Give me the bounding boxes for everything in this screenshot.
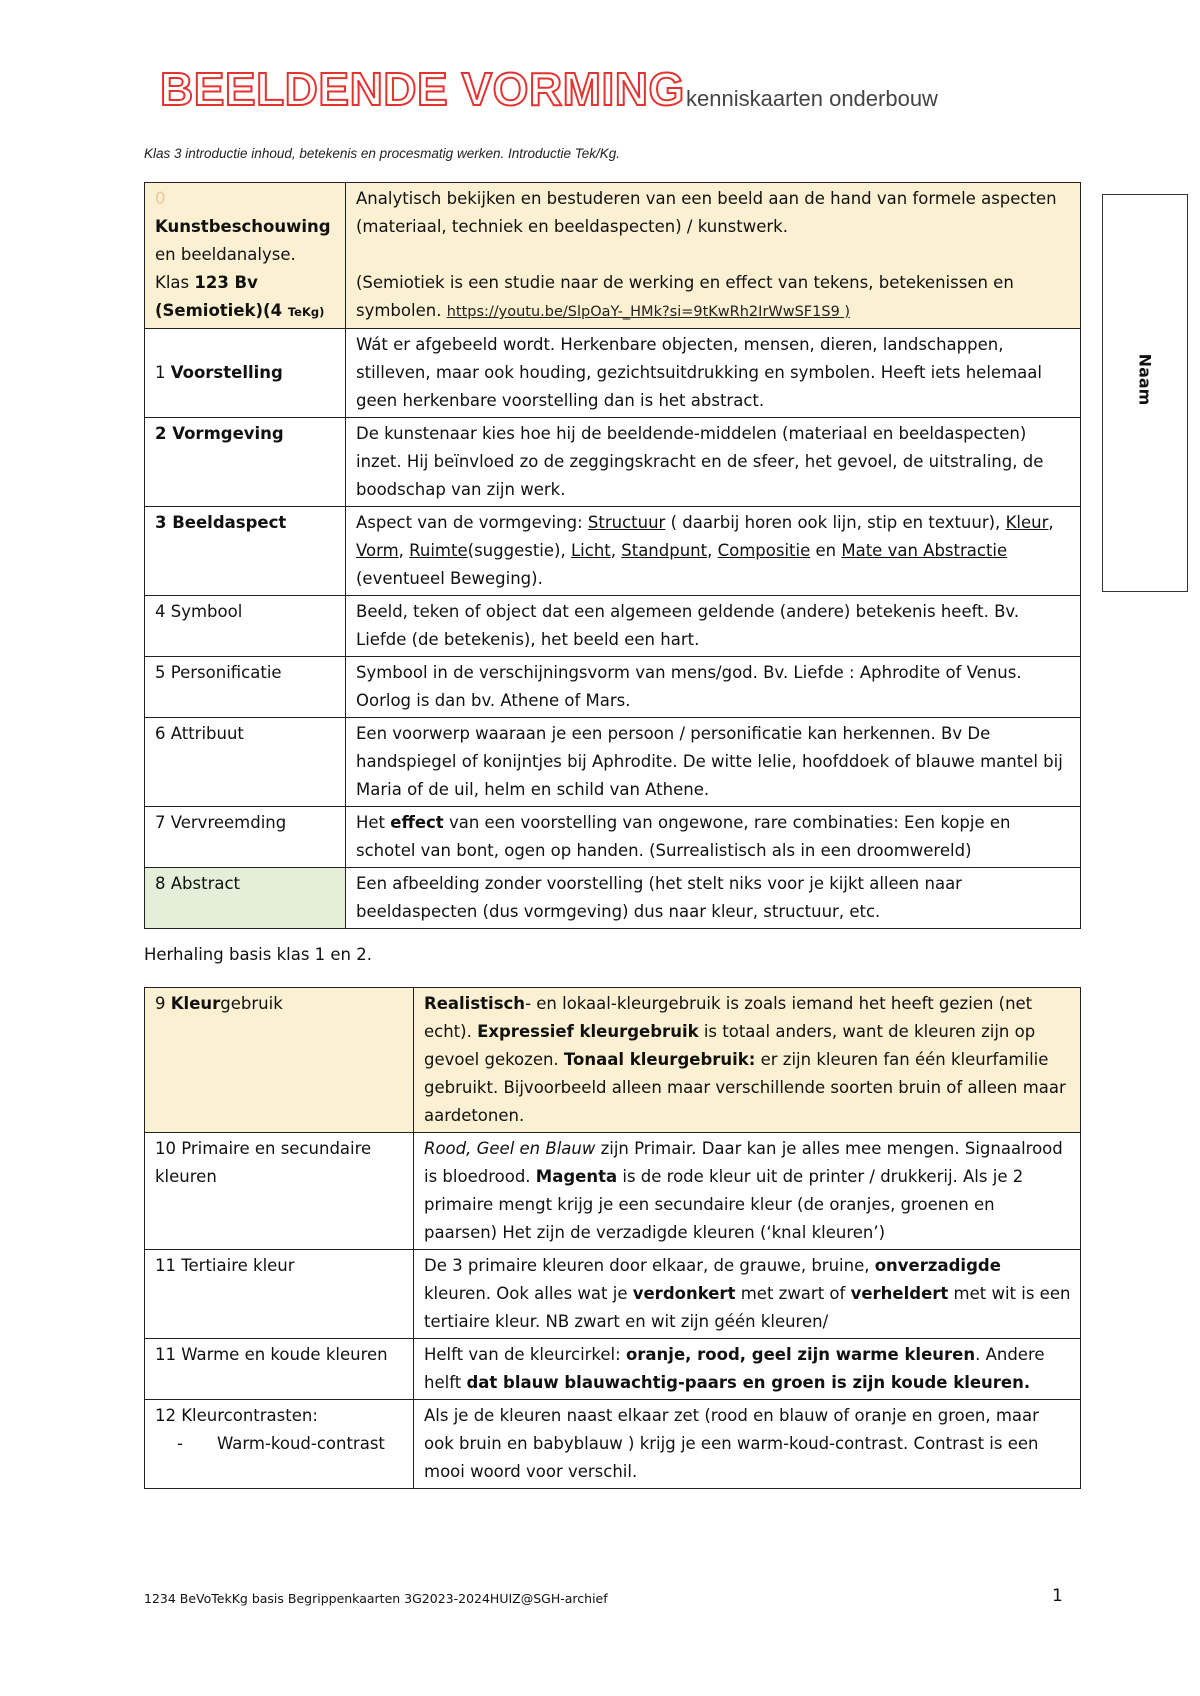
separator: , xyxy=(1048,513,1054,532)
term-cell: 7 Vervreemding xyxy=(145,807,346,868)
term-title: 3 Beeldaspect xyxy=(155,513,287,532)
description-text: Wát xyxy=(356,335,388,354)
description-text: . Andere helft xyxy=(424,1345,1045,1392)
term-cell: 10 Primaire en secundaire kleuren xyxy=(145,1133,414,1250)
table-row xyxy=(145,868,1081,929)
name-label: Naam xyxy=(1135,353,1155,406)
term-link-standpunt: Standpunt xyxy=(621,541,708,560)
description-text: Helft van de kleurcirkel: xyxy=(424,1345,626,1364)
description-text: - en lokaal-kleurgebruik is zoals iemand het heeft gezien (net echt). xyxy=(424,994,1033,1041)
table-row xyxy=(145,807,1081,868)
description-text: Analytisch bekijken en bestuderen van een beeld aan de hand van formele aspecten (materiaal, techniek en beeldaspecten) / kunstwerk. xyxy=(356,189,1057,236)
section-heading: Herhaling basis klas 1 en 2. xyxy=(144,945,373,964)
term-title: 2 Vormgeving xyxy=(155,424,284,443)
description-cell: Een voorwerp waaraan je een persoon / personificatie kan herkennen. Bv De handspiegel of konijntjes bij Aphrodite. De witte lelie, hoofddoek of blauwe mantel bij Maria of de uil, helm en schild van Athene. xyxy=(346,718,1081,807)
description-text: en xyxy=(810,541,842,560)
description-text-bold: Expressief kleurgebruik xyxy=(477,1022,699,1041)
term-title: gebruik xyxy=(220,994,283,1013)
page-title: BEELDENDE VORMING xyxy=(160,63,685,115)
description-text-bold: verdonkert xyxy=(632,1284,736,1303)
description-text: ( daarbij horen ook lijn, stip en textuur), xyxy=(665,513,1001,532)
description-cell xyxy=(414,1339,1081,1400)
bullet-text: Warm-koud-contrast xyxy=(217,1434,385,1453)
list-item xyxy=(155,1430,405,1458)
term-title: Kunstbeschouwing xyxy=(155,217,331,236)
concept-table-1 xyxy=(144,182,1081,929)
description-text: De 3 primaire kleuren door elkaar, de grauwe, bruine, xyxy=(424,1256,875,1275)
term-link-kleur: Kleur xyxy=(1005,513,1049,532)
page-number: 1 xyxy=(1052,1586,1063,1606)
row-number: 0 xyxy=(155,189,166,208)
table-row xyxy=(145,988,1081,1133)
term-cell xyxy=(145,507,346,596)
table-row xyxy=(145,596,1081,657)
description-cell: Beeld, teken of object dat een algemeen geldende (andere) betekenis heeft. Bv. Liefde (de betekenis), het beeld een hart. xyxy=(346,596,1081,657)
table-row xyxy=(145,718,1081,807)
description-cell xyxy=(346,183,1081,329)
table-row xyxy=(145,1133,1081,1250)
description-cell xyxy=(346,329,1081,418)
description-cell: Symbool in de verschijningsvorm van mens/god. Bv. Liefde : Aphrodite of Venus. Oorlog is dan bv. Athene of Mars. xyxy=(346,657,1081,718)
term-cell: 8 Abstract xyxy=(145,868,346,929)
description-text: Aspect van de vormgeving: xyxy=(356,513,588,532)
term-link-structuur: Structuur xyxy=(587,513,666,532)
footer-text: 1234 BeVoTekKg basis Begrippenkaarten 3G2023-2024HUIZ@SGH-archief xyxy=(144,1591,608,1606)
term-line: en beeldanalyse. xyxy=(155,245,296,264)
description-text: van een voorstelling van ongewone, rare combinaties: Een kopje en schotel van bont, ogen op handen. (Surrealistisch als in een droomwereld) xyxy=(356,813,1011,860)
name-box[interactable] xyxy=(1102,194,1188,592)
description-cell: De kunstenaar kies hoe hij de beeldende-middelen (materiaal en beeldaspecten) inzet. Hij beïnvloed zo de zeggingskracht en de sfeer, het gevoel, de uitstraling, de boodschap van zijn werk. xyxy=(346,418,1081,507)
page-subtitle: kenniskaarten onderbouw xyxy=(686,86,938,111)
bullet-dash: - xyxy=(177,1434,183,1453)
term-text-small: TeKg) xyxy=(287,305,325,319)
term-link-vorm: Vorm xyxy=(356,541,399,560)
table-row xyxy=(145,1339,1081,1400)
description-text-bold: onverzadigde xyxy=(874,1256,1001,1275)
table-row xyxy=(145,329,1081,418)
description-text-bold: Magenta xyxy=(535,1167,618,1186)
term-link-licht: Licht xyxy=(570,541,611,560)
term-link-mate-van-abstractie: Mate van Abstractie xyxy=(841,541,1008,560)
description-text-bold: verheldert xyxy=(850,1284,949,1303)
description-text: zijn Primair. Daar kan je alles mee mengen. Signaalrood is bloedrood. xyxy=(424,1139,1063,1186)
description-text: Het xyxy=(356,813,391,832)
concept-table-2 xyxy=(144,987,1081,1489)
description-cell xyxy=(414,988,1081,1133)
separator: , xyxy=(610,541,622,560)
table-row xyxy=(145,183,1081,329)
term-title-bold: Kleur xyxy=(170,994,221,1013)
separator: , xyxy=(398,541,410,560)
term-text-bold: (Semiotiek)(4 xyxy=(155,301,288,320)
term-cell xyxy=(145,183,346,329)
description-text-bold: Tonaal kleurgebruik: xyxy=(563,1050,756,1069)
term-number: 1 xyxy=(155,363,171,382)
table-row xyxy=(145,507,1081,596)
description-text-bold: dat blauw blauwachtig-paars en groen is zijn koude kleuren. xyxy=(466,1373,1031,1392)
term-text: Klas xyxy=(155,273,195,292)
term-link-ruimte: Ruimte xyxy=(409,541,468,560)
description-text-bold: Realistisch xyxy=(424,994,526,1013)
description-text: er zijn kleuren fan één kleurfamilie gebruikt. Bijvoorbeeld alleen maar verschillende soorten bruin of alleen maar aardetonen. xyxy=(424,1050,1066,1125)
term-cell: 11 Warme en koude kleuren xyxy=(145,1339,414,1400)
description-text-italic: Rood, Geel en Blauw xyxy=(424,1139,596,1158)
youtube-link[interactable]: https://youtu.be/SlpOaY-_HMk?si=9tKwRh2IrWwSF1S9 ) xyxy=(446,304,851,320)
description-cell xyxy=(414,1250,1081,1339)
description-text: kleuren. Ook alles wat je xyxy=(424,1284,633,1303)
description-text-bold: effect xyxy=(390,813,444,832)
description-cell: Een afbeelding zonder voorstelling (het stelt niks voor je kijkt alleen naar beeldaspecten (dus vormgeving) dus naar kleur, structuur, etc. xyxy=(346,868,1081,929)
description-text: met wit is een tertiaire kleur. NB zwart en wit zijn géén kleuren/ xyxy=(424,1284,1071,1331)
term-cell xyxy=(145,1400,414,1489)
description-text-bold: oranje, rood, geel zijn warme kleuren xyxy=(625,1345,976,1364)
description-text: is de rode kleur uit de printer / drukkerij. Als je 2 primaire mengt krijg je een secundaire kleur (de oranjes, groenen en paarsen) Het zijn de verzadigde kleuren (‘knal kleuren’) xyxy=(424,1167,1024,1242)
table-row xyxy=(145,1400,1081,1489)
term-cell xyxy=(145,329,346,418)
term-text-bold: 123 Bv xyxy=(194,273,258,292)
description-text: er afgebeeld wordt. Herkenbare objecten, mensen, dieren, landschappen, stilleven, maar ook houding, gezichtsuitdrukking en symbolen. Heeft iets helemaal geen herkenbare voorstelling dan is het abstract. xyxy=(356,335,1042,410)
term-cell xyxy=(145,988,414,1133)
intro-line: Klas 3 introductie inhoud, betekenis en procesmatig werken. Introductie Tek/Kg. xyxy=(144,146,621,161)
description-cell xyxy=(346,507,1081,596)
description-text: is totaal anders, want de kleuren zijn op gevoel gekozen. xyxy=(424,1022,1036,1069)
separator: , xyxy=(707,541,718,560)
table-row xyxy=(145,1250,1081,1339)
table-row xyxy=(145,657,1081,718)
description-text: (Semiotiek is een studie naar de werking en effect van tekens, betekenissen en symbolen. xyxy=(356,273,1014,320)
term-link-compositie: Compositie xyxy=(717,541,811,560)
description-cell xyxy=(346,807,1081,868)
term-cell: 5 Personificatie xyxy=(145,657,346,718)
description-cell xyxy=(414,1133,1081,1250)
term-cell: 11 Tertiaire kleur xyxy=(145,1250,414,1339)
description-text: (eventueel Beweging). xyxy=(356,569,543,588)
description-text: met zwart of xyxy=(735,1284,851,1303)
term-title: Voorstelling xyxy=(170,363,283,382)
header xyxy=(160,64,1060,120)
description-text: (suggestie), xyxy=(467,541,571,560)
term-cell: 4 Symbool xyxy=(145,596,346,657)
term-cell: 6 Attribuut xyxy=(145,718,346,807)
term-title: 12 Kleurcontrasten: xyxy=(155,1406,318,1425)
description-cell: Als je de kleuren naast elkaar zet (rood en blauw of oranje en groen, maar ook bruin en babyblauw ) krijg je een warm-koud-contrast. Contrast is een mooi woord voor verschil. xyxy=(414,1400,1081,1489)
term-cell xyxy=(145,418,346,507)
term-number: 9 xyxy=(155,994,171,1013)
table-row xyxy=(145,418,1081,507)
